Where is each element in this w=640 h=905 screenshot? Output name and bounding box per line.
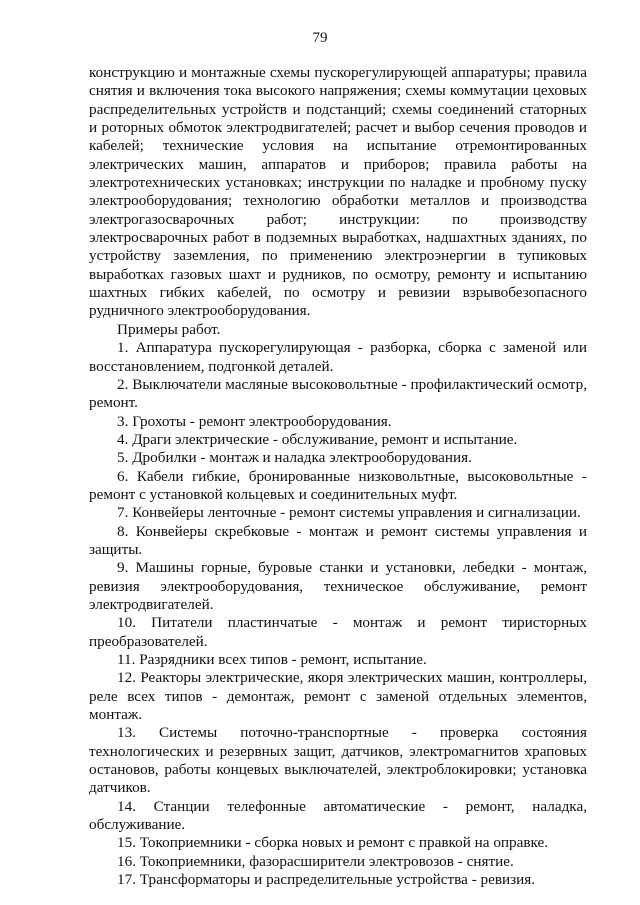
paragraph-continuation: конструкцию и монтажные схемы пускорегулирующей аппаратуры; правила снятия и включения тока высокого напряжения; схемы коммутации цеховых распределительных устройств и подстанций; схемы соединений статорных и роторных обмоток электродвигателей; расчет и выбор сечения проводов и кабелей; технические условия на испытание отремонтированных электрических машин, аппаратов и приборов; правила работы на электротехнических установках; инструкции по наладке и пробному пуску электрооборудования; технологию обработки металлов и производства электрогазосварочных работ; инструкции: по производству электросварочных работ в подземных выработках, надшахтных зданиях, по устройству заземления, по применению электроэнергии в тупиковых выработках газовых шахт и рудников, по осмотру, ремонту и испытанию шахтных гибких кабелей, по осмотру и ревизии взрывобезопасного рудничного электрооборудования. [89, 64, 587, 320]
example-item: 17. Трансформаторы и распределительные устройства - ревизия. [117, 871, 536, 889]
example-item: 10. Питатели пластинчатые - монтаж и ремонт тиристорных преобразователей. [89, 614, 587, 650]
example-item: 9. Машины горные, буровые станки и установки, лебедки - монтаж, ревизия электрооборудования, техническое обслуживание, ремонт электродвигателей. [89, 559, 587, 613]
example-item: 7. Конвейеры ленточные - ремонт системы управления и сигнализации. [117, 504, 581, 522]
page-number: 79 [312, 30, 328, 46]
example-item: 5. Дробилки - монтаж и наладка электрооборудования. [117, 449, 472, 467]
example-item: 16. Токоприемники, фазорасширители электровозов - снятие. [117, 852, 514, 870]
example-item: 15. Токоприемники - сборка новых и ремонт с правкой на оправке. [117, 834, 549, 852]
example-item: 8. Конвейеры скребковые - монтаж и ремонт системы управления и защиты. [89, 522, 587, 558]
example-item: 3. Грохоты - ремонт электрооборудования. [117, 412, 392, 430]
example-item: 13. Системы поточно-транспортные - проверка состояния технологических и резервных защит, датчиков, электромагнитов храповых остановов, работы концевых выключателей, электроблокировки; установка датчиков. [89, 724, 587, 797]
example-item: 12. Реакторы электрические, якоря электрических машин, контроллеры, реле всех типов - демонтаж, ремонт с заменой отдельных элементов, монтаж. [89, 669, 587, 724]
example-item: 2. Выключатели масляные высоковольтные - профилактический осмотр, ремонт. [89, 375, 587, 412]
example-item: 11. Разрядники всех типов - ремонт, испытание. [117, 651, 427, 668]
example-item: 1. Аппаратура пускорегулирующая - разборка, сборка с заменой или восстановлением, подгонкой деталей. [89, 339, 587, 375]
body-text [89, 64, 587, 889]
example-item: 4. Драги электрические - обслуживание, ремонт и испытание. [117, 430, 518, 448]
example-item: 6. Кабели гибкие, бронированные низковольтные, высоковольтные - ремонт с установкой кольцевых и соединительных муфт. [89, 467, 587, 503]
example-item: 14. Станции телефонные автоматические - ремонт, наладка, обслуживание. [89, 797, 587, 834]
examples-heading: Примеры работ. [117, 320, 221, 338]
